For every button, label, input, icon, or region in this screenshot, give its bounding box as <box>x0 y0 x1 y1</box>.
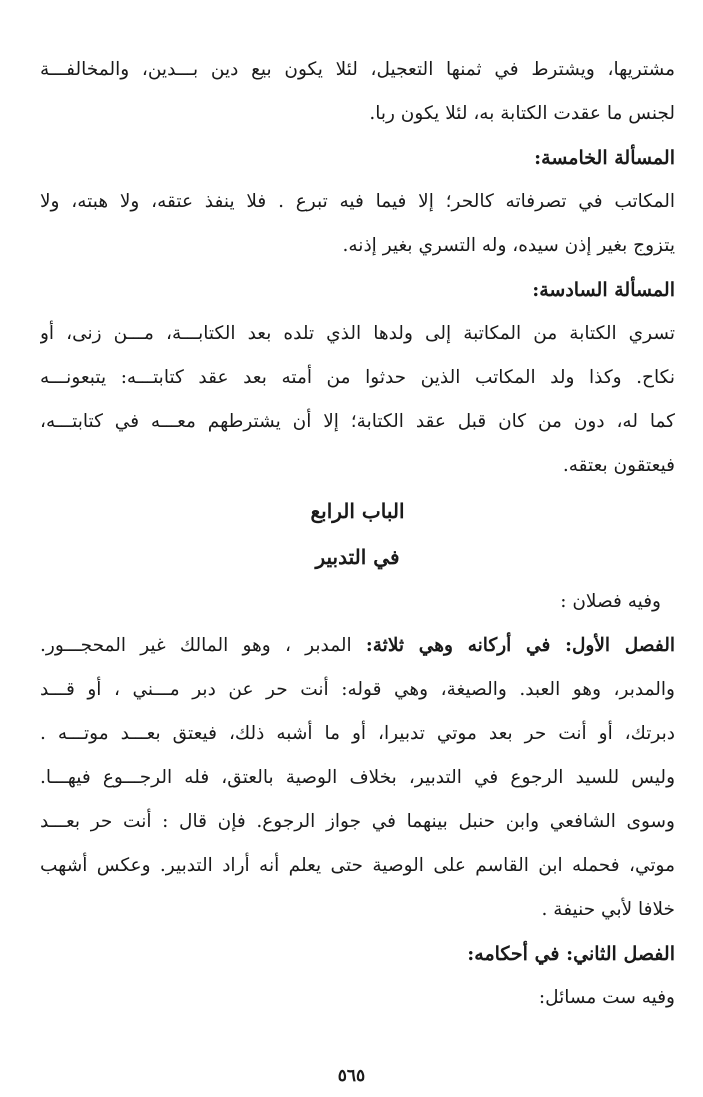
text-line: خلافا لأبي حنيفة . <box>541 899 675 920</box>
text-line: وفيه فصلان : <box>560 591 661 612</box>
chapter-topic: في التدبير <box>315 545 400 569</box>
text-line: فيعتقون بعتقه. <box>562 455 675 476</box>
text-line: المكاتب في تصرفاته كالحر؛ إلا فيما فيه تبرع . فلا ينفذ عتقه، ولا هبته، ولا <box>40 191 675 212</box>
section-heading: الفصل الثاني: في أحكامه: <box>467 943 675 965</box>
section-heading: المسألة السادسة: <box>532 279 675 301</box>
page-number: ٥٦٥ <box>337 1066 366 1086</box>
section-heading: المسألة الخامسة: <box>534 147 675 169</box>
chapter-title: الباب الرابع <box>310 499 405 523</box>
section-line <box>40 624 675 668</box>
section-text: المدبر ، وهو المالك غير المحجـــور. <box>40 635 366 656</box>
text-line: والمدبر، وهو العبد. والصيغة، وهي قوله: أنت حر عن دبر مـــني ، أو قـــد <box>40 679 675 700</box>
text-line: وليس للسيد الرجوع في التدبير، بخلاف الوصية بالعتق، فله الرجـــوع فيهـــا. <box>40 767 675 788</box>
text-line: وسوى الشافعي وابن حنبل بينهما في جواز الرجوع. فإن قال : أنت حر بعـــد <box>40 811 675 832</box>
text-line: وفيه ست مسائل: <box>538 987 675 1008</box>
section-heading-inline: الفصل الأول: في أركانه وهي ثلاثة: <box>365 635 675 656</box>
text-line: يتزوج بغير إذن سيده، وله التسري بغير إذنه. <box>342 235 675 256</box>
document-page <box>40 48 675 1020</box>
text-line: موتي، فحمله ابن القاسم على الوصية حتى يعلم أنه أراد التدبير. وعكس أشهب <box>40 855 675 876</box>
text-line: كما له، دون من كان قبل عقد الكتابة؛ إلا أن يشترطهم معـــه في كتابتـــه، <box>40 411 675 432</box>
text-line: دبرتك، أو أنت حر بعد موتي تدبيرا، أو ما أشبه ذلك، فيعتق بعـــد موتـــه . <box>40 723 675 744</box>
text-line: مشتريها، ويشترط في ثمنها التعجيل، لئلا يكون بيع دين بـــدين، والمخالفـــة <box>40 59 675 80</box>
text-line: تسري الكتابة من المكاتبة إلى ولدها الذي تلده بعد الكتابـــة، مـــن زنى، أو <box>40 323 675 344</box>
text-line: لجنس ما عقدت الكتابة به، لئلا يكون ربا. <box>369 103 675 124</box>
text-line: نكاح. وكذا ولد المكاتب الذين حدثوا من أمته بعد عقد كتابتـــه: يتبعونـــه <box>40 367 675 388</box>
